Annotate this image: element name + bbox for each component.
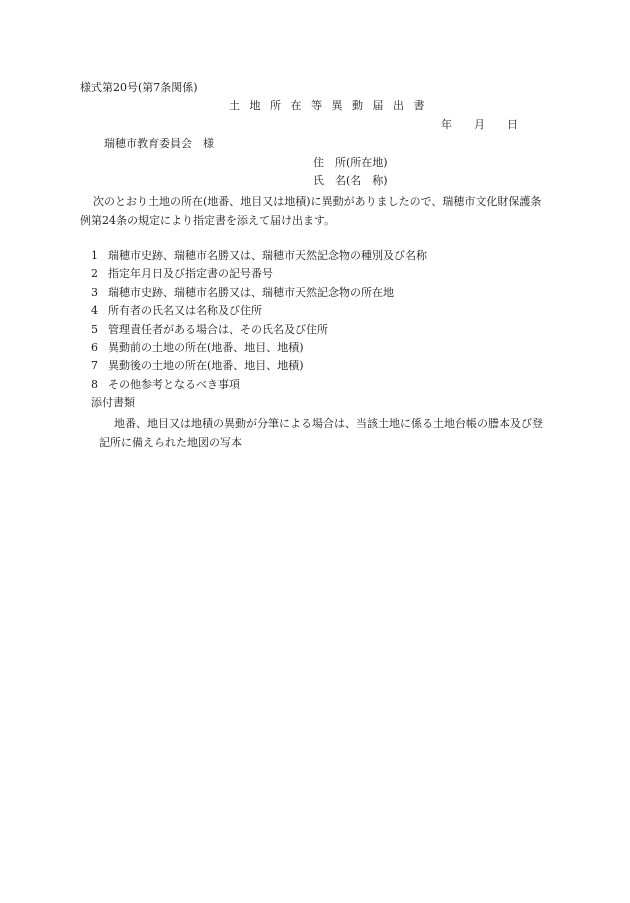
date-day: 日 xyxy=(507,118,518,131)
item-number: 8 xyxy=(91,377,98,391)
addressee: 瑞穂市教育委員会 様 xyxy=(104,137,214,150)
form-number: 様式第20号(第7条関係) xyxy=(80,81,198,94)
attachment-heading: 添付書類 xyxy=(91,396,135,409)
item-text: 所有者の氏名又は名称及び住所 xyxy=(108,304,262,318)
item-number: 6 xyxy=(91,340,98,354)
item-text: 瑞穂市史跡、瑞穂市名勝又は、瑞穂市天然記念物の所在地 xyxy=(108,285,394,299)
date-year: 年 xyxy=(441,118,452,131)
body-text: 次のとおり土地の所在(地番、地目又は地積)に異動がありましたので、瑞穂市文化財保護条例第24条の規定により指定書を添えて届け出ます。 xyxy=(80,195,542,227)
attachment-body xyxy=(99,414,551,452)
item-text: その他参考となるべき事項 xyxy=(108,377,240,391)
date-line xyxy=(441,118,518,132)
date-month: 月 xyxy=(474,118,485,131)
item-text: 指定年月日及び指定書の記号番号 xyxy=(108,267,273,281)
attachment-text: 地番、地目又は地積の異動が分筆による場合は、当該土地に係る土地台帳の謄本及び登記所に備えられた地図の写本 xyxy=(99,417,543,449)
list-item xyxy=(91,357,427,375)
item-number: 7 xyxy=(91,359,98,373)
list-item xyxy=(91,247,427,265)
item-number: 1 xyxy=(91,249,98,262)
item-text: 管理責任者がある場合は、その氏名及び住所 xyxy=(108,322,328,336)
applicant-name-label: 氏 名(名 称) xyxy=(313,174,388,187)
item-text: 瑞穂市史跡、瑞穂市名勝又は、瑞穂市天然記念物の種別及び名称 xyxy=(108,249,427,262)
list-item xyxy=(91,321,427,339)
item-number: 4 xyxy=(91,304,98,318)
list-item xyxy=(91,339,427,357)
item-text: 異動前の土地の所在(地番、地目、地積) xyxy=(108,340,304,354)
list-item xyxy=(91,376,427,394)
item-number: 5 xyxy=(91,322,98,336)
document-title: 土 地 所 在 等 異 動 届 出 書 xyxy=(229,99,428,112)
list-item xyxy=(91,284,427,302)
item-text: 異動後の土地の所在(地番、地目、地積) xyxy=(108,359,304,373)
applicant-address-label: 住 所(所在地) xyxy=(313,156,388,169)
body-paragraph xyxy=(80,192,550,230)
list-item xyxy=(91,265,427,283)
item-number: 2 xyxy=(91,267,98,281)
list-item xyxy=(91,302,427,320)
item-list xyxy=(91,247,427,394)
item-number: 3 xyxy=(91,285,98,299)
